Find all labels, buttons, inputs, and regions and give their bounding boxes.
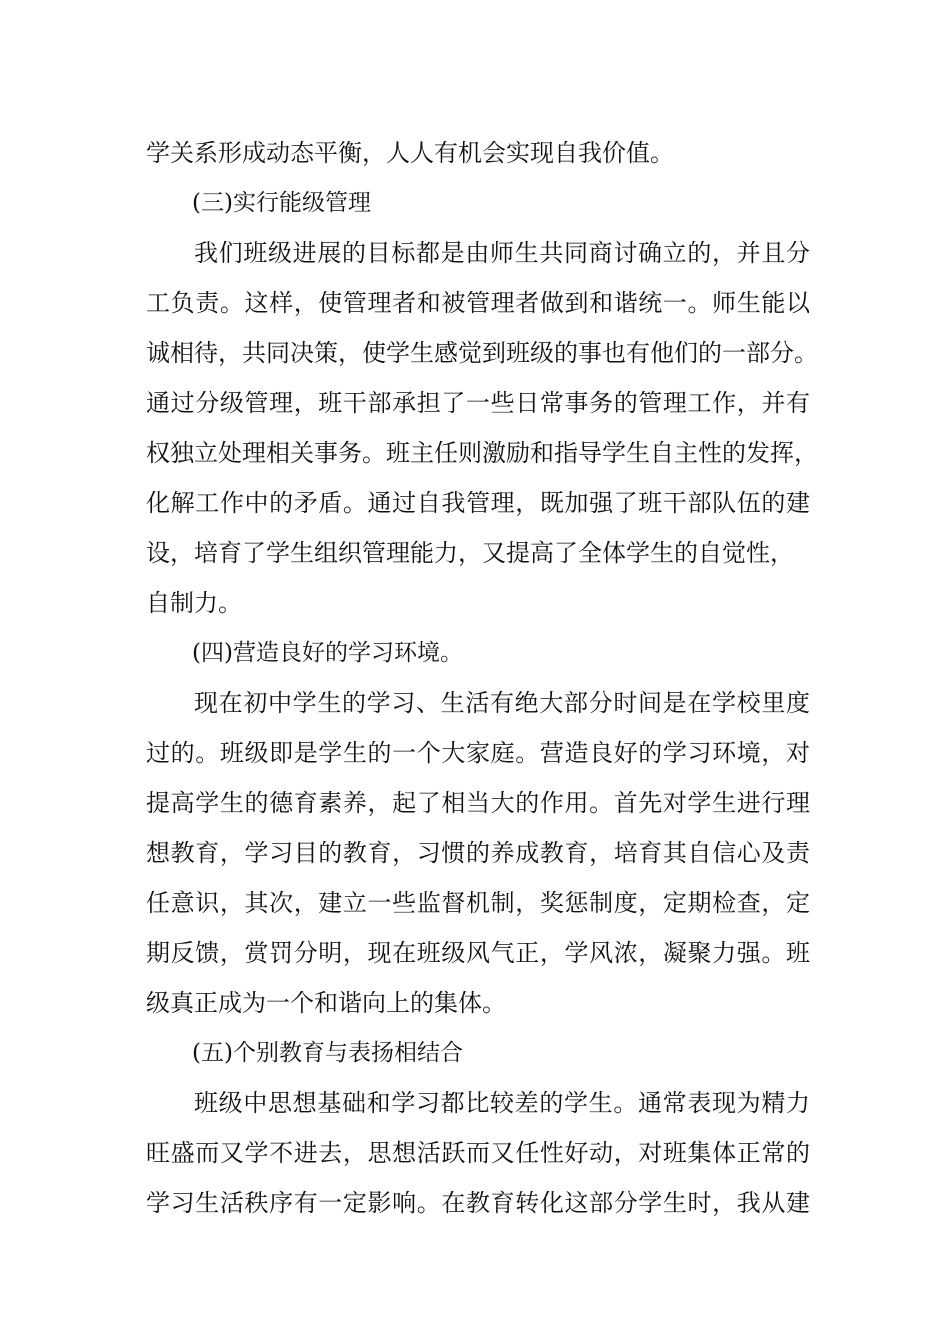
- paragraph-line: 级真正成为一个和谐向上的集体。: [146, 989, 506, 1017]
- document-body: [146, 128, 818, 1228]
- paragraph-line: 学习生活秩序有一定影响。在教育转化这部分学生时，我从建: [146, 1189, 810, 1217]
- section-heading-4: (四)营造良好的学习环境。: [192, 640, 463, 666]
- paragraph-line: 过的。班级即是学生的一个大家庭。营造良好的学习环境，对: [146, 739, 810, 767]
- paragraph-line: 提高学生的德育素养，起了相当大的作用。首先对学生进行理: [146, 789, 810, 817]
- paragraph-line: 期反馈，赏罚分明，现在班级风气正，学风浓，凝聚力强。班: [146, 939, 810, 967]
- paragraph-line: 诚相待，共同决策，使学生感觉到班级的事也有他们的一部分。: [146, 339, 818, 367]
- paragraph-line: 学关系形成动态平衡，人人有机会实现自我价值。: [146, 139, 674, 167]
- section-heading-3: (三)实行能级管理: [192, 190, 371, 216]
- paragraph-line: 设，培育了学生组织管理能力，又提高了全体学生的自觉性，: [146, 539, 794, 567]
- section-heading-5: (五)个别教育与表扬相结合: [192, 1040, 463, 1066]
- paragraph-line: 自制力。: [146, 589, 242, 617]
- paragraph-line: 想教育，学习目的教育，习惯的养成教育，培育其自信心及责: [146, 839, 810, 867]
- paragraph-line: 权独立处理相关事务。班主任则激励和指导学生自主性的发挥，: [146, 439, 818, 467]
- paragraph-line: 化解工作中的矛盾。通过自我管理，既加强了班干部队伍的建: [146, 489, 810, 517]
- paragraph-line: 任意识，其次，建立一些监督机制，奖惩制度，定期检查，定: [146, 889, 810, 917]
- paragraph-line: 通过分级管理，班干部承担了一些日常事务的管理工作，并有: [146, 389, 810, 417]
- paragraph-line: 工负责。这样，使管理者和被管理者做到和谐统一。师生能以: [146, 289, 810, 317]
- paragraph-line: 班级中思想基础和学习都比较差的学生。通常表现为精力: [194, 1089, 810, 1117]
- paragraph-line: 旺盛而又学不进去，思想活跃而又任性好动，对班集体正常的: [146, 1139, 810, 1167]
- paragraph-line: 我们班级进展的目标都是由师生共同商讨确立的，并且分: [194, 239, 810, 267]
- paragraph-line: 现在初中学生的学习、生活有绝大部分时间是在学校里度: [194, 689, 810, 717]
